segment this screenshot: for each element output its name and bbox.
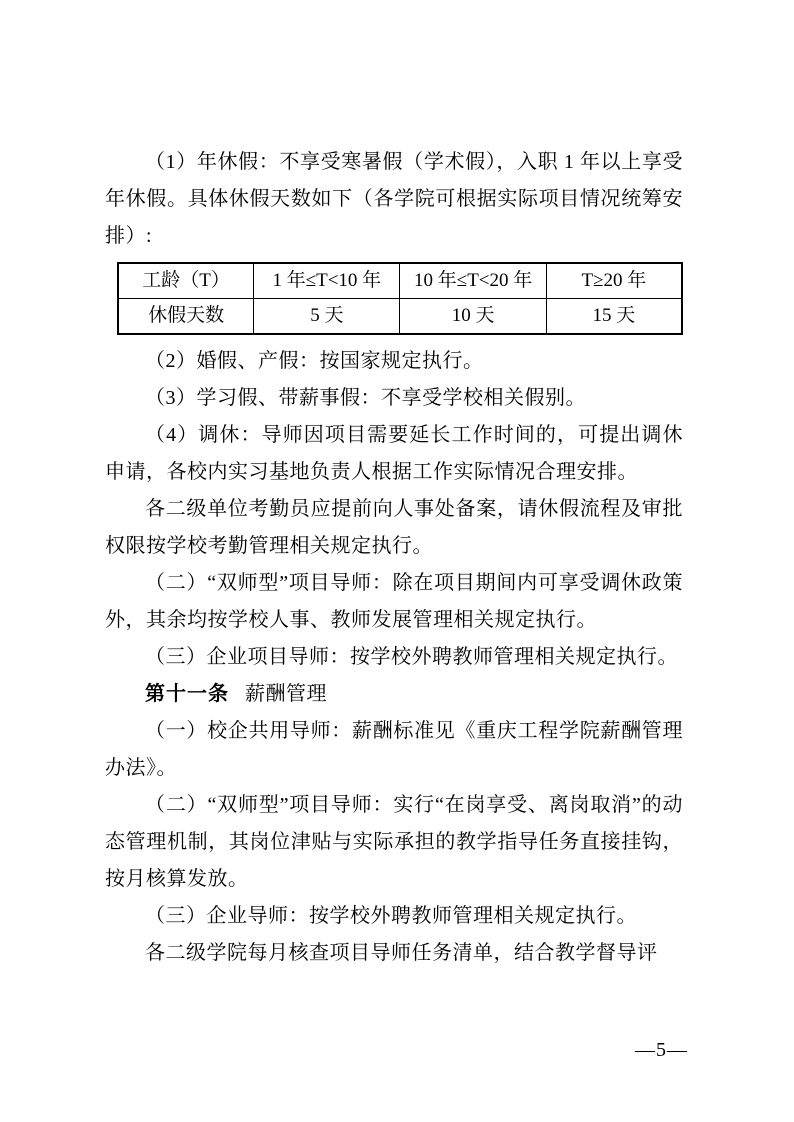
table-cell-days-1: 5 天 xyxy=(254,299,400,335)
para-attendance-record: 各二级单位考勤员应提前向人事处备案，请休假流程及审批权限按学校考勤管理相关规定执行。 xyxy=(105,498,683,557)
para-marriage-leave: （2）婚假、产假：按国家规定执行。 xyxy=(145,350,484,372)
table-row-seniority xyxy=(118,263,682,299)
para-study-leave: （3）学习假、带薪事假：不享受学校相关假别。 xyxy=(145,387,586,409)
para-monthly-check: 各二级学院每月核查项目导师任务清单，结合教学督导评 xyxy=(145,942,658,964)
para-compensatory-leave: （4）调休：导师因项目需要延长工作时间的，可提出调休申请，各校内实习基地负责人根据工作实际情况合理安排。 xyxy=(105,424,683,483)
para-enterprise-mentor-salary: （三）企业导师：按学校外聘教师管理相关规定执行。 xyxy=(145,905,637,927)
article-11-label: 第十一条 xyxy=(145,683,229,705)
table-cell-seniority-range-2: 10 年≤T<20 年 xyxy=(400,263,546,299)
table-row-leave-days xyxy=(118,299,682,335)
table-cell-seniority-range-1: 1 年≤T<10 年 xyxy=(254,263,400,299)
para-dual-teacher-salary: （二）“双师型”项目导师：实行“在岗享受、离岗取消”的动态管理机制，其岗位津贴与实际承担的教学指导任务直接挂钩，按月核算发放。 xyxy=(105,794,683,890)
para-shared-mentor-salary: （一）校企共用导师：薪酬标准见《重庆工程学院薪酬管理办法》。 xyxy=(105,720,683,779)
para-annual-leave: （1）年休假：不享受寒暑假（学术假），入职 1 年以上享受年休假。具体休假天数如下（各学院可根据实际项目情况统筹安排）: xyxy=(105,151,683,247)
article-11-heading xyxy=(105,676,683,713)
document-body xyxy=(105,144,683,972)
article-11-title: 薪酬管理 xyxy=(245,683,327,705)
page-number: —5— xyxy=(635,1039,688,1061)
table-cell-days-3: 15 天 xyxy=(546,299,682,335)
table-cell-days-label: 休假天数 xyxy=(118,299,254,335)
table-cell-seniority-range-3: T≥20 年 xyxy=(546,263,682,299)
table-cell-days-2: 10 天 xyxy=(400,299,546,335)
table-cell-seniority-label: 工龄（T） xyxy=(118,263,254,299)
leave-days-table xyxy=(117,262,683,335)
para-dual-teacher-attendance: （二）“双师型”项目导师：除在项目期间内可享受调休政策外，其余均按学校人事、教师发展管理相关规定执行。 xyxy=(105,572,683,631)
para-enterprise-project-mentor: （三）企业项目导师：按学校外聘教师管理相关规定执行。 xyxy=(145,646,678,668)
